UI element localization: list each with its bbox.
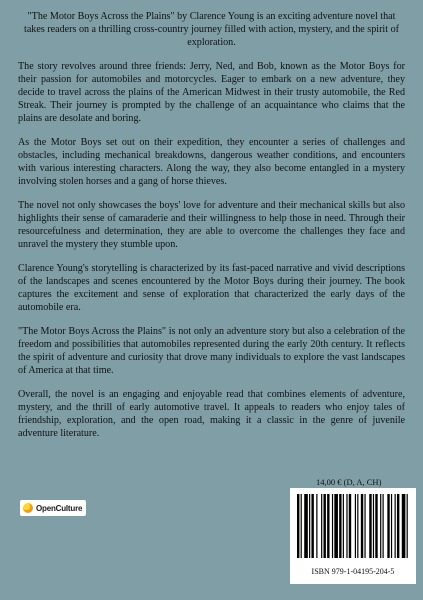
publisher-logo-text: OpenCulture	[36, 503, 83, 513]
barcode-box	[290, 488, 416, 584]
price-label: 14,00 € (D, A, CH)	[316, 477, 382, 487]
isbn-text: ISBN 979-1-04195-204-5	[311, 567, 395, 576]
paragraph-3: As the Motor Boys set out on their expedition, they encounter a series of challenges and obstacles, including mechanical breakdowns, dangerous weather conditions, and encounters with various interesting characters. Along the way, they also become entangled in a mystery involving stolen horses and a gang of horse thieves.	[18, 137, 405, 187]
paragraph-1: "The Motor Boys Across the Plains" by Clarence Young is an exciting adventure novel that takes readers on a thrilling cross-country journey filled with action, mystery, and the spirit of exploration.	[24, 11, 399, 48]
paragraph-4: The novel not only showcases the boys' love for adventure and their mechanical skills but also highlights their sense of camaraderie and their willingness to help those in need. Through their resourcefulness and determination, they are able to overcome the challenges they face and unravel the mystery they stumble upon.	[18, 200, 405, 250]
paragraph-2: The story revolves around three friends: Jerry, Ned, and Bob, known as the Motor Boys for their passion for automobiles and motorcycles. Eager to embark on a new adventure, they decide to travel across the plains of the American Midwest in their trusty automobile, the Red Streak. Their journey is prompted by the challenge of an acquaintance who claims that the plains are desolate and boring.	[18, 61, 405, 124]
paragraph-5: Clarence Young's storytelling is characterized by its fast-paced narrative and vivid descriptions of the landscapes and scenes encountered by the Motor Boys during their journey. The book captures the excitement and sense of exploration that characterized the early days of the automobile era.	[18, 263, 405, 313]
open-culture-logo-icon	[23, 503, 33, 513]
paragraph-7: Overall, the novel is an engaging and enjoyable read that combines elements of adventure, mystery, and the thrill of early automotive travel. It appeals to readers who enjoy tales of friendship, exploration, and the open road, making it a classic in the genre of juvenile adventure literature.	[18, 389, 405, 439]
publisher-logo	[20, 500, 86, 516]
description-text	[18, 10, 405, 451]
barcode-icon	[297, 494, 409, 558]
paragraph-6: "The Motor Boys Across the Plains" is not only an adventure story but also a celebration of the freedom and possibilities that automobiles represented during the early 20th century. It reflects the spirit of adventure and curiosity that drove many individuals to explore the vast landscapes of America at that time.	[18, 326, 405, 376]
